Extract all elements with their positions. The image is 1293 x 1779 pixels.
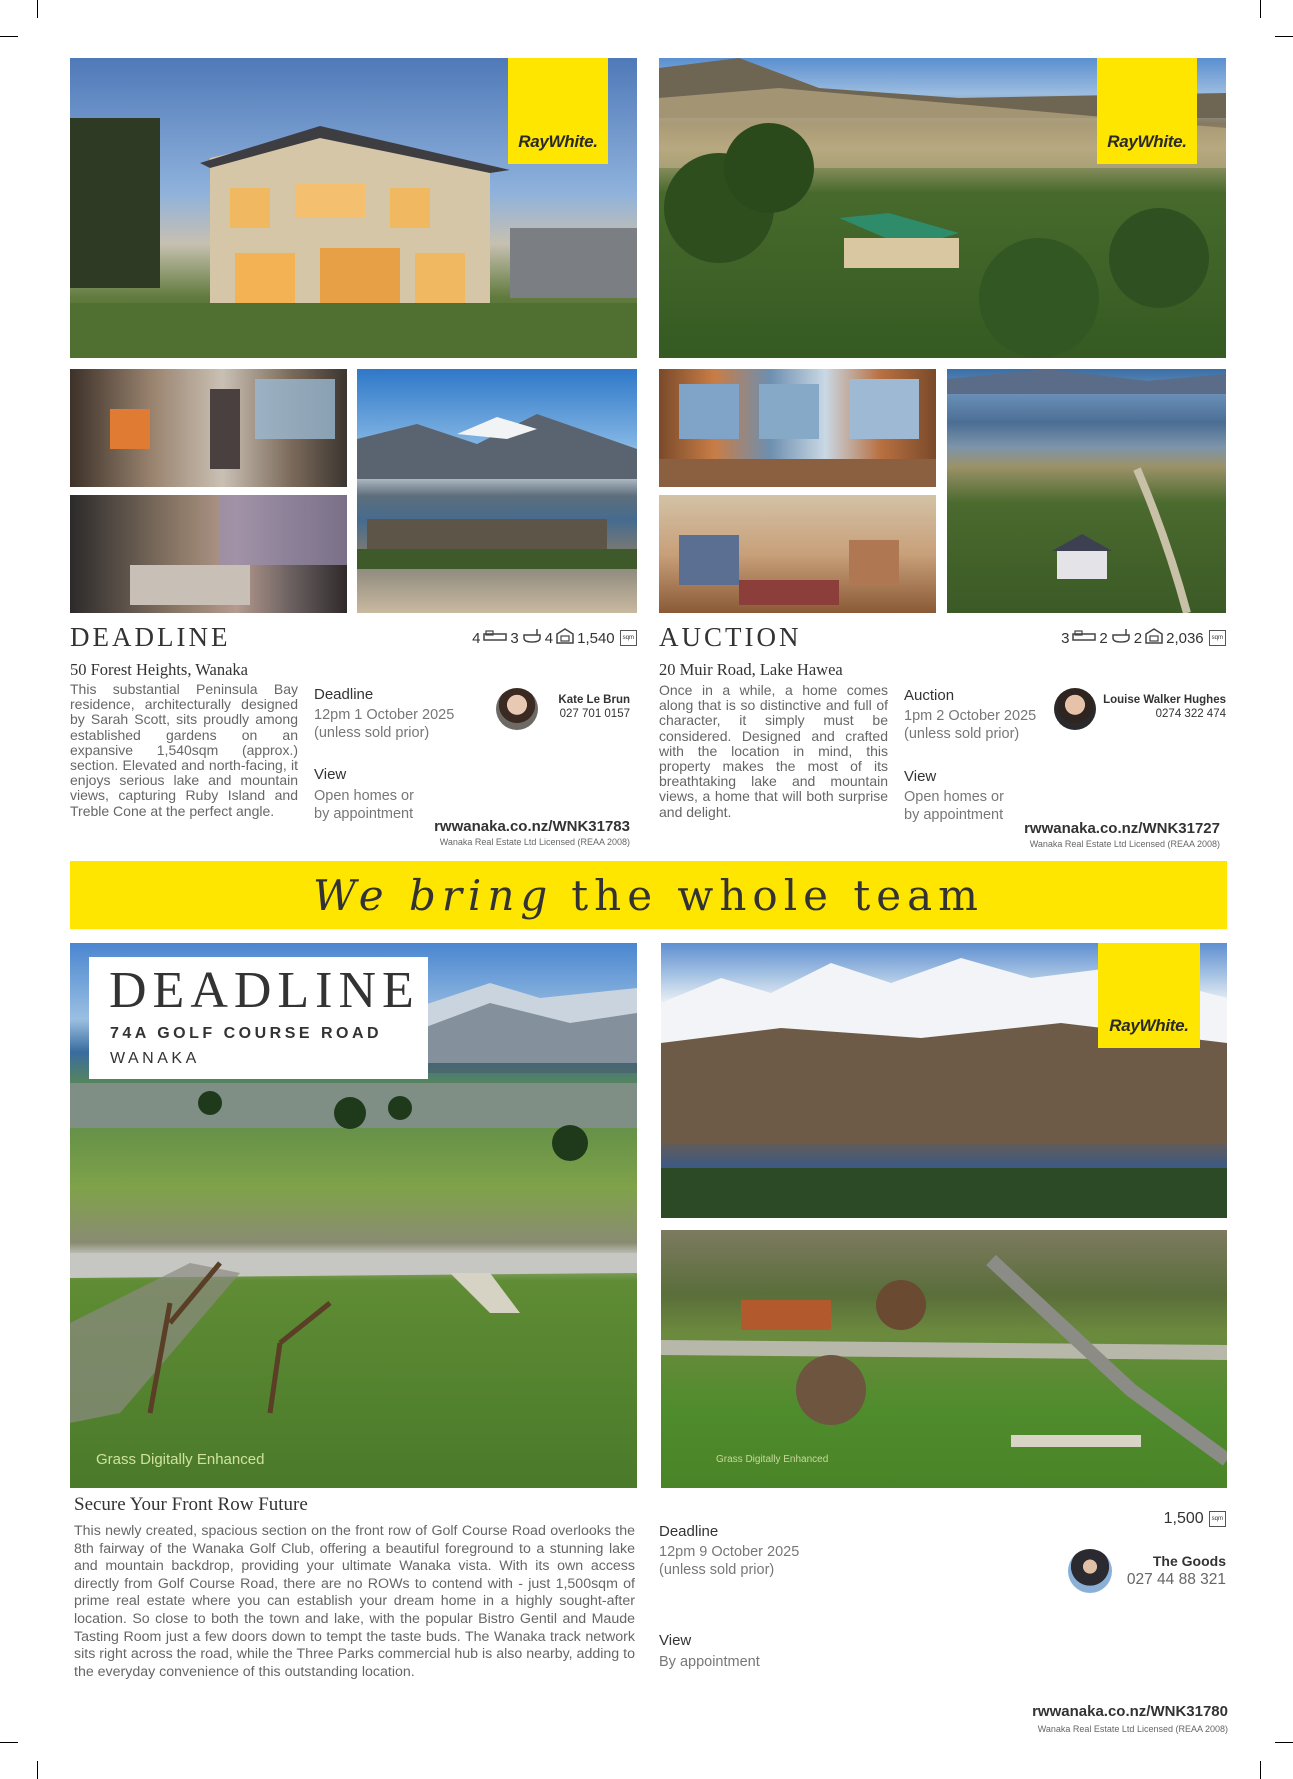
- bed-icon: [1072, 629, 1096, 647]
- sqm-icon: sqm: [1209, 630, 1226, 646]
- aerial-house-photo: [659, 58, 1226, 358]
- mountain-photo: [661, 943, 1227, 1218]
- raywhite-logo: RayWhite.: [1098, 943, 1200, 1048]
- listing-url[interactable]: rwwanaka.co.nz/WNK31783: [434, 818, 630, 835]
- agent-phone: 027 44 88 321: [1126, 1571, 1226, 1588]
- sunroom-photo: [659, 369, 936, 487]
- property-specs: [390, 628, 637, 648]
- view-label: View: [904, 768, 937, 785]
- crop-mark: [1275, 1742, 1293, 1743]
- property-address: 20 Muir Road, Lake Hawea: [659, 660, 843, 679]
- view-value: Open homes or: [904, 789, 1004, 805]
- lake-view-photo: [357, 369, 637, 613]
- feature-address-line2: WANAKA: [110, 1050, 200, 1067]
- sale-method-date: 12pm 1 October 2025: [314, 707, 455, 723]
- grass-enhanced-note: Grass Digitally Enhanced: [716, 1454, 829, 1465]
- raywhite-logo: RayWhite.: [508, 58, 608, 164]
- crop-mark: [0, 36, 18, 37]
- kitchen-photo: [70, 369, 347, 487]
- view-value: by appointment: [314, 806, 414, 822]
- garages-count: 4: [544, 629, 554, 647]
- golf-course-photo: [70, 943, 637, 1488]
- feature-address-line1: 74A GOLF COURSE ROAD: [110, 1025, 383, 1042]
- feature-headline: Secure Your Front Row Future: [74, 1494, 308, 1515]
- agent-name: Kate Le Brun: [558, 694, 630, 706]
- area-value: 1,540: [577, 629, 615, 647]
- area-value: 1,500: [1163, 1510, 1204, 1527]
- listing-url[interactable]: rwwanaka.co.nz/WNK31727: [1024, 820, 1220, 837]
- license-text: Wanaka Real Estate Ltd Licensed (REAA 2008): [1037, 1724, 1228, 1734]
- license-text: Wanaka Real Estate Ltd Licensed (REAA 2008): [1029, 839, 1220, 849]
- bed-icon: [483, 629, 507, 647]
- garage-icon: [1145, 628, 1163, 648]
- banner-text: the whole team: [571, 870, 984, 920]
- sale-method-label: Deadline: [659, 1523, 719, 1540]
- listing-url[interactable]: rwwanaka.co.nz/WNK31780: [1032, 1703, 1228, 1720]
- view-value: by appointment: [904, 807, 1004, 823]
- bath-icon: [522, 628, 542, 648]
- grass-enhanced-note: Grass Digitally Enhanced: [96, 1451, 265, 1468]
- aerial-lake-photo: [947, 369, 1226, 613]
- sqm-icon: sqm: [620, 630, 637, 646]
- banner-italic: We bring: [313, 870, 554, 920]
- property-address: 50 Forest Heights, Wanaka: [70, 660, 249, 679]
- sale-type-heading: DEADLINE: [70, 622, 231, 652]
- crop-mark: [0, 1742, 18, 1743]
- view-value: By appointment: [659, 1654, 760, 1670]
- living-room-photo: [70, 495, 347, 613]
- raywhite-logo: RayWhite.: [1097, 58, 1197, 164]
- baths-count: 3: [510, 629, 519, 647]
- sale-method-note: (unless sold prior): [659, 1562, 775, 1578]
- sale-method-label: Deadline: [314, 686, 374, 703]
- agent-phone: 0274 322 474: [1155, 708, 1226, 720]
- sqm-icon: sqm: [1209, 1511, 1226, 1527]
- view-value: Open homes or: [314, 788, 414, 804]
- feature-sale-type: DEADLINE: [109, 962, 420, 1019]
- area-value: 2,036: [1166, 629, 1204, 647]
- property-specs: [980, 628, 1226, 648]
- feature-description: This newly created, spacious section on the front row of Golf Course Road overlooks the 8th fairway of the Wanaka Golf Club, offering a beautiful foreground to a stunning lake and mountain backdrop, providing your ultimate Wanaka vista. With its own access directly from Golf Course Road, there are no ROWs to contend with - just 1,500sqm of prime real estate where you can establish your dream home in a highly sought-after location. So close to both the town and lake, with the popular Bistro Gentil and Maude Tasting Room just a few doors down to tempt the taste buds. The Wanaka track network sits right across the road, while the Three Parks commercial hub is also nearby, adding to the everyday convenience of this outstanding location.: [74, 1523, 635, 1680]
- crop-mark: [37, 0, 38, 18]
- sale-method-date: 1pm 2 October 2025: [904, 708, 1037, 724]
- crop-mark: [37, 1761, 38, 1779]
- garages-count: 2: [1133, 629, 1143, 647]
- agent-name: Louise Walker Hughes: [1103, 694, 1226, 706]
- agent-phone: 027 701 0157: [559, 708, 630, 720]
- crop-mark: [1260, 1761, 1261, 1779]
- sale-method-note: (unless sold prior): [904, 726, 1020, 742]
- property-description: Once in a while, a home comes along that is so distinctive and full of character, it simply must be considered. Designed and crafted with the location in mind, this property makes the most of its breathtaking lake and mountain views, a home that will both surprise and delight.: [659, 682, 888, 820]
- license-text: Wanaka Real Estate Ltd Licensed (REAA 2008): [439, 837, 630, 847]
- crop-mark: [1275, 36, 1293, 37]
- lounge-photo: [659, 495, 936, 613]
- beds-count: 3: [1061, 629, 1070, 647]
- property-specs: [1100, 1510, 1226, 1528]
- sale-method-note: (unless sold prior): [314, 725, 430, 741]
- agent-name: The Goods: [1152, 1553, 1226, 1569]
- crop-mark: [1260, 0, 1261, 18]
- baths-count: 2: [1099, 629, 1108, 647]
- sale-method-date: 12pm 9 October 2025: [659, 1544, 800, 1560]
- garage-icon: [556, 628, 574, 648]
- house-exterior-photo: [70, 58, 637, 358]
- aerial-section-photo: [661, 1230, 1227, 1488]
- bath-icon: [1111, 628, 1131, 648]
- team-banner: [70, 861, 1227, 929]
- sale-method-label: Auction: [904, 687, 955, 704]
- beds-count: 4: [472, 629, 481, 647]
- view-label: View: [314, 766, 347, 783]
- property-description: This substantial Peninsula Bay residence, architecturally designed by Sarah Scott, sits proudly among established gardens on an expansive 1,540sqm (approx.) section. Elevated and north-facing, it enjoys serious lake and mountain views, capturing Ruby Island and Treble Cone at the perfect angle.: [70, 681, 298, 819]
- sale-type-heading: AUCTION: [659, 622, 802, 652]
- view-label: View: [659, 1632, 692, 1649]
